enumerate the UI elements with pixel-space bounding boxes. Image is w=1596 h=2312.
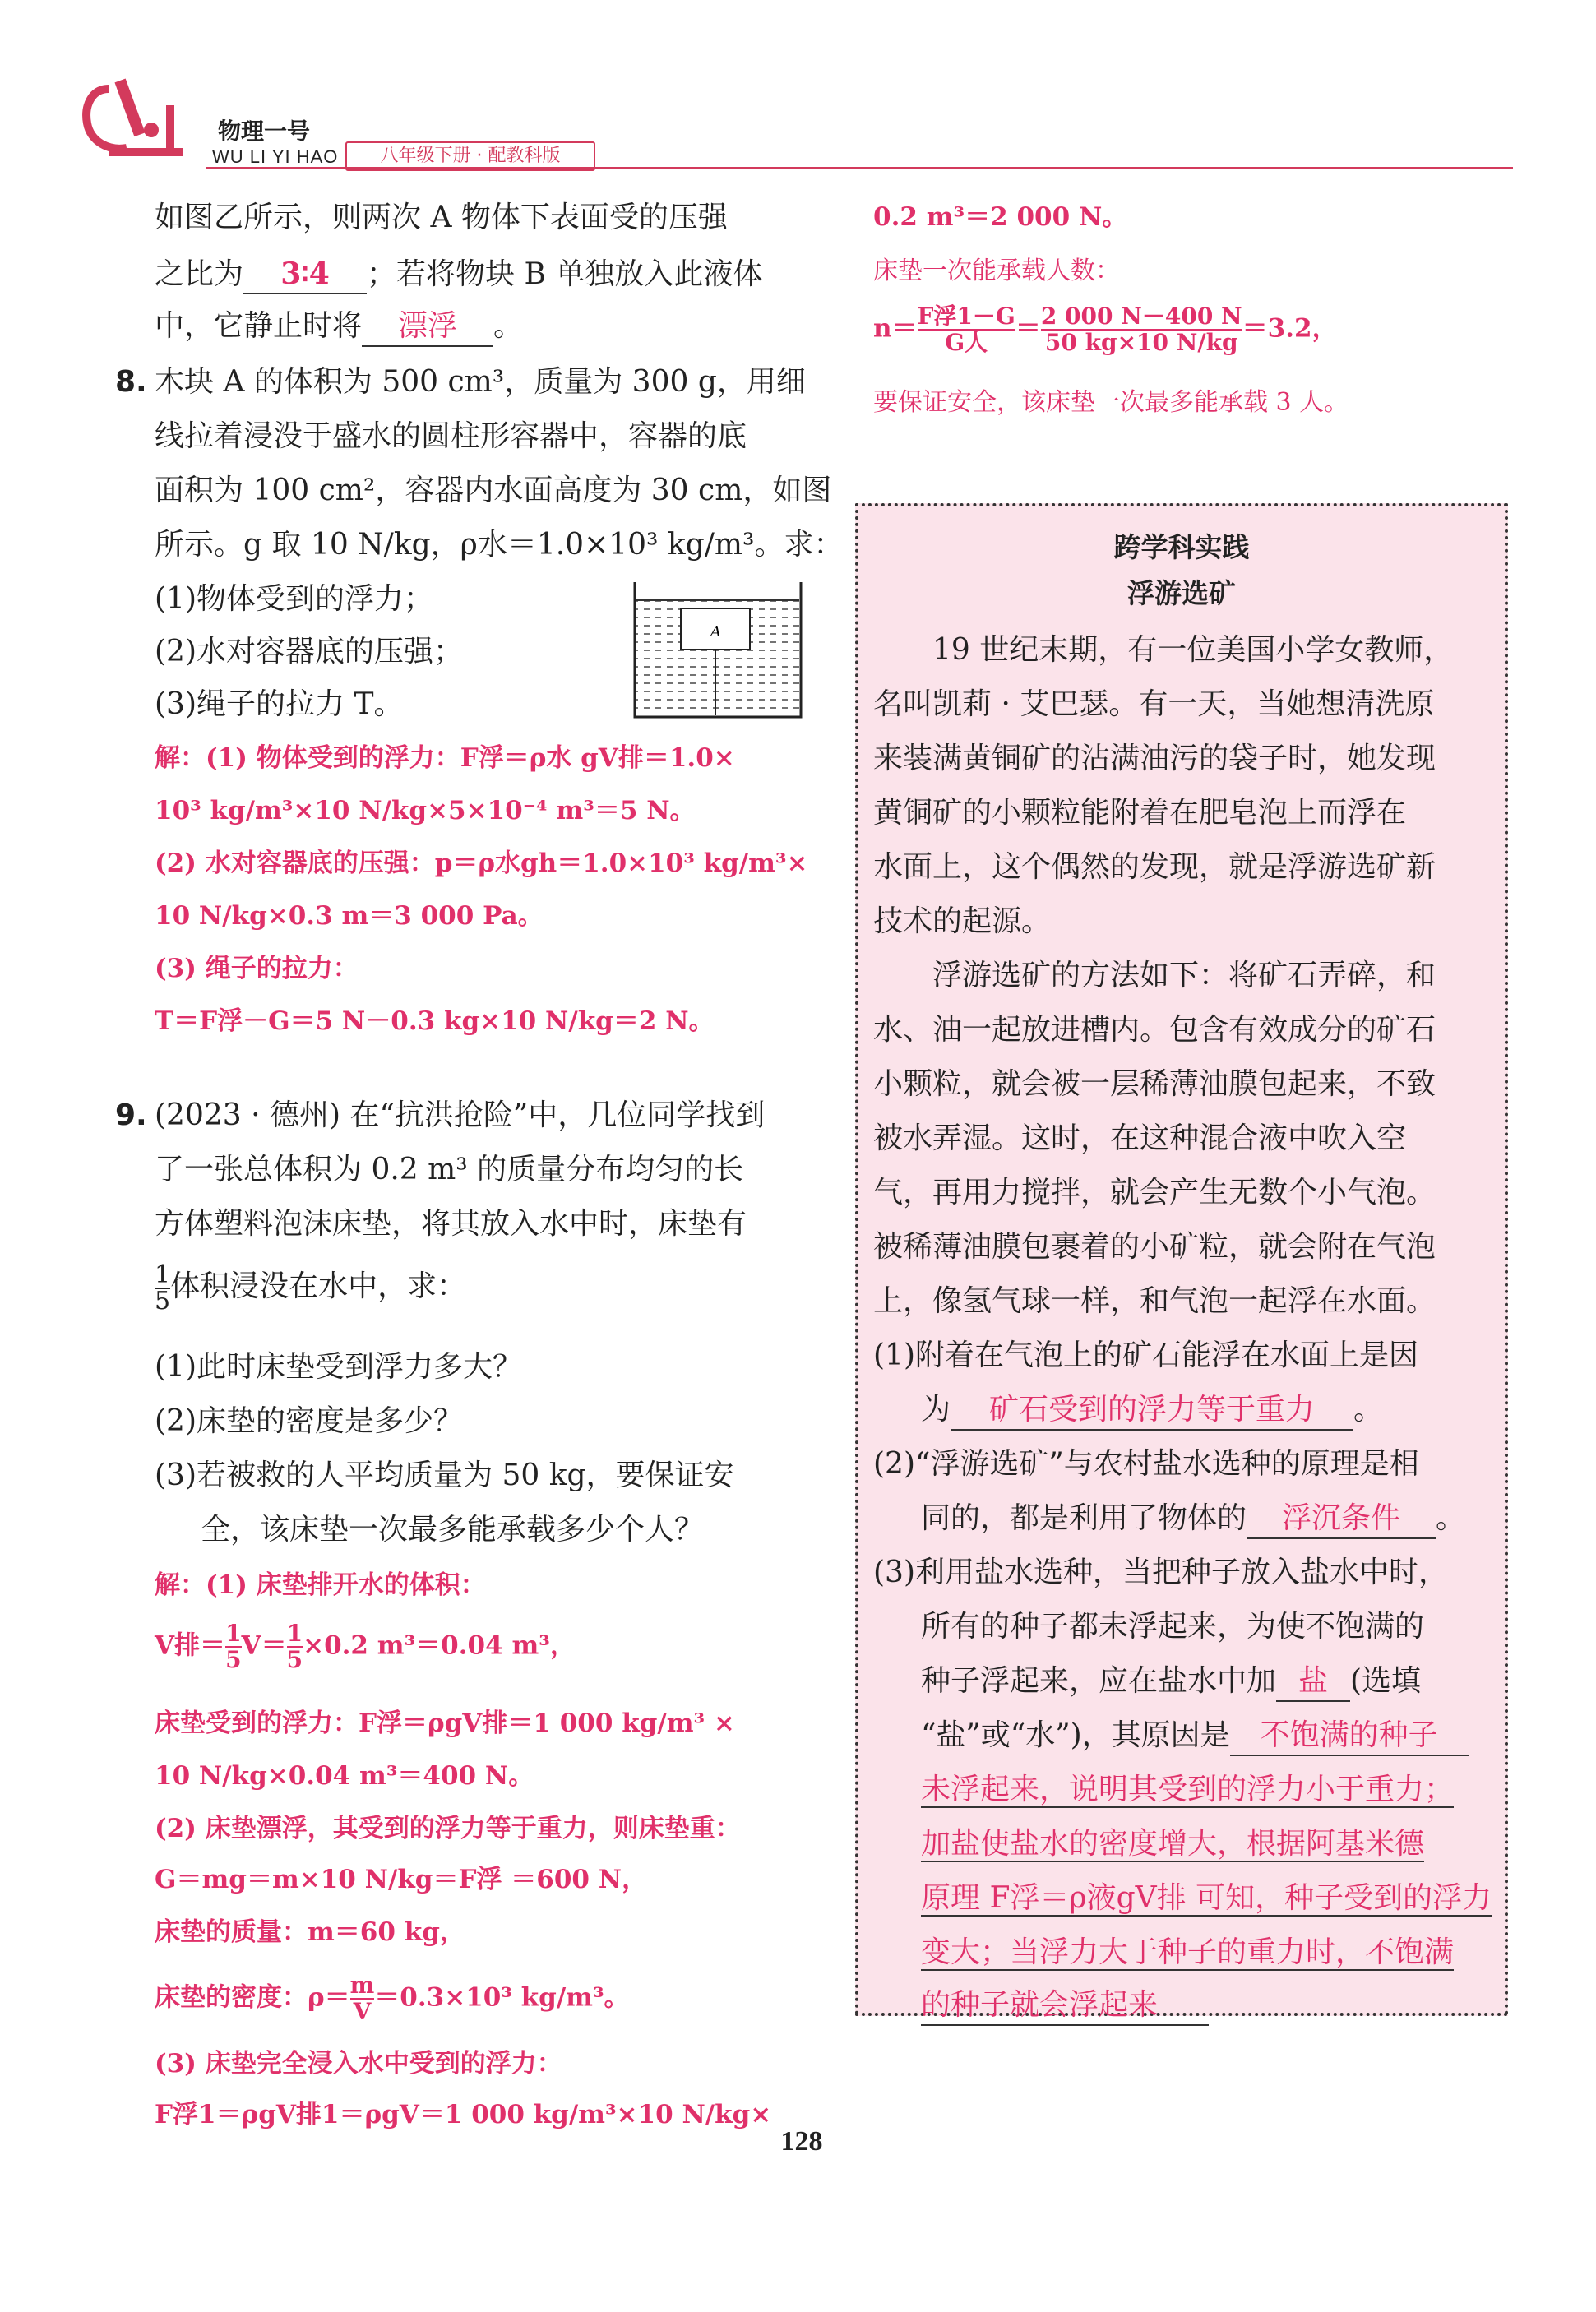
solution-line: F浮1＝ρgV排1＝ρgV＝1 000 kg/m³×10 N/kg× <box>155 2100 772 2129</box>
answer-line: 原理 F浮＝ρ液gV排 可知，种子受到的浮力 <box>921 1881 1492 1915</box>
sub-question: (1)此时床垫受到浮力多大？ <box>155 1350 522 1384</box>
solution-line: 床垫的质量：m＝60 kg， <box>155 1917 465 1947</box>
box-paragraph-line: 水面上，这个偶然的发现，就是浮游选矿新 <box>873 850 1436 884</box>
answer-line: 变大；当浮力大于种子的重力时，不饱满 <box>921 1935 1455 1969</box>
answer-blank: 盐 <box>1276 1662 1350 1702</box>
box-paragraph-line: 浮游选矿的方法如下：将矿石弄碎，和 <box>932 959 1436 992</box>
question-text: 面积为 100 cm²，容器内水面高度为 30 cm，如图 <box>155 474 832 507</box>
box-question: “盐”或“水”)，其原因是 不饱满的种子 <box>921 1717 1469 1756</box>
answer-blank: 3∶4 <box>243 255 367 294</box>
box-question: (3)利用盐水选种，当把种子放入盐水中时， <box>873 1556 1448 1589</box>
text-line: 中，它静止时将 漂浮 。 <box>155 307 523 347</box>
answer-line: 的种子就会浮起来 <box>921 1986 1209 2026</box>
solution-line: (2) 床垫漂浮，其受到的浮力等于重力，则床垫重： <box>155 1814 741 1843</box>
box-question: (1)附着在气泡上的矿石能浮在水面上是因 <box>873 1339 1418 1372</box>
box-question: 所有的种子都未浮起来，为使不饱满的 <box>921 1610 1425 1644</box>
brand-name: 物理一号 <box>218 118 311 145</box>
edition-badge: 八年级下册 · 配教科版 <box>345 141 595 171</box>
box-question: 同的，都是利用了物体的 浮沉条件 。 <box>921 1500 1465 1539</box>
solution-line: 10 N/kg×0.3 m＝3 000 Pa。 <box>155 901 544 931</box>
question-text: 所示。g 取 10 N/kg，ρ水＝1.0×10³ kg/m³。求： <box>155 528 844 562</box>
solution-line: 要保证安全，该床垫一次最多能承载 3 人。 <box>873 388 1349 417</box>
answer-blank: 浮沉条件 <box>1247 1500 1436 1539</box>
solution-line: (3) 床垫完全浸入水中受到的浮力： <box>155 2049 562 2078</box>
box-paragraph-line: 水、油一起放进槽内。包含有效成分的矿石 <box>873 1013 1436 1047</box>
box-title: 跨学科实践 <box>1113 531 1250 563</box>
box-paragraph-line: 来装满黄铜矿的沾满油污的袋子时，她发现 <box>873 742 1436 775</box>
publisher-logo <box>76 72 199 171</box>
solution-line: G＝mg＝m×10 N/kg＝F浮 ＝600 N， <box>155 1865 648 1894</box>
box-paragraph-line: 被水弄湿。这时，在这种混合液中吹入空 <box>873 1121 1407 1155</box>
box-question: 为 矿石受到的浮力等于重力 。 <box>921 1391 1383 1431</box>
sub-question: (3)若被救的人平均质量为 50 kg，要保证安 <box>155 1459 734 1492</box>
question-text: (2023 · 德州) 在“抗洪抢险”中，几位同学找到 <box>155 1098 766 1132</box>
solution-line: 床垫受到的浮力：F浮＝ρgV排＝1 000 kg/m³ × <box>155 1709 735 1738</box>
question-text: 木块 A 的体积为 500 cm³，质量为 300 g，用细 <box>155 365 806 399</box>
figure-label: A <box>710 623 721 640</box>
question-number: 8. <box>115 365 147 399</box>
answer-line: 未浮起来，说明其受到的浮力小于重力； <box>921 1773 1455 1806</box>
box-paragraph-line: 上，像氢气球一样，和气泡一起浮在水面。 <box>873 1284 1436 1318</box>
text-line: 如图乙所示，则两次 A 物体下表面受的压强 <box>155 201 728 234</box>
container-figure <box>631 580 804 720</box>
sub-question: (1)物体受到的浮力； <box>155 582 433 616</box>
box-paragraph-line: 19 世纪末期，有一位美国小学女教师， <box>932 633 1454 667</box>
solution-line: V排＝ $\frac{1}{5}$ V＝ $\frac{1}{5}$ ×0.2 m³＝0.04 m³， <box>155 1620 576 1673</box>
sub-question: (2)水对容器底的压强； <box>155 635 463 668</box>
solution-line: 解：(1) 物体受到的浮力：F浮＝ρ水 gV排＝1.0× <box>155 743 735 773</box>
header-divider <box>206 167 1513 169</box>
box-subtitle: 浮游选矿 <box>1127 577 1236 609</box>
solution-line: (2) 水对容器底的压强：p＝ρ水gh＝1.0×10³ kg/m³× <box>155 849 808 878</box>
box-question: (2)“浮游选矿”与农村盐水选种的原理是相 <box>873 1447 1419 1481</box>
solution-line: 解：(1) 床垫排开水的体积： <box>155 1570 486 1600</box>
page-number: 128 <box>780 2126 823 2157</box>
solution-line: (3) 绳子的拉力： <box>155 954 359 983</box>
solution-line: T＝F浮－G＝5 N－0.3 kg×10 N/kg＝2 N。 <box>155 1006 715 1036</box>
solution-line: 0.2 m³＝2 000 N。 <box>873 202 1128 232</box>
answer-line: 加盐使盐水的密度增大，根据阿基米德 <box>921 1827 1425 1861</box>
solution-line: 床垫的密度：ρ＝ $\frac{m}{V}$ ＝0.3×10³ kg/m³。 <box>155 1972 630 2025</box>
solution-line: 床垫一次能承载人数： <box>873 257 1120 285</box>
box-paragraph-line: 黄铜矿的小颗粒能附着在肥皂泡上而浮在 <box>873 796 1407 830</box>
solution-line: 10³ kg/m³×10 N/kg×5×10⁻⁴ m³＝5 N。 <box>155 796 696 825</box>
text-line: 之比为 3∶4 ；若将物块 B 单独放入此液体 <box>155 255 762 294</box>
question-text: 线拉着浸没于盛水的圆柱形容器中，容器的底 <box>155 419 747 453</box>
sub-question: (3)绳子的拉力 T。 <box>155 687 404 721</box>
question-text: $\frac{1}{5}$ 体积浸没在水中，求： <box>155 1260 467 1316</box>
box-paragraph-line: 名叫凯莉 · 艾巴瑟。有一天，当她想清洗原 <box>873 687 1435 721</box>
answer-blank: 不饱满的种子 <box>1230 1717 1469 1756</box>
solution-line: n＝ $\frac{\text{F浮1－G}}{\text{G人}}$ ＝ $\frac{2 000 N-400 N}{50 kg\times 10 N/kg}$ ＝3.2， <box>873 303 1338 356</box>
sub-question: 全，该床垫一次最多能承载多少个人？ <box>201 1513 705 1547</box>
solution-line: 10 N/kg×0.04 m³＝400 N。 <box>155 1761 534 1791</box>
box-paragraph-line: 小颗粒，就会被一层稀薄油膜包起来，不致 <box>873 1067 1436 1101</box>
sub-question: (2)床垫的密度是多少？ <box>155 1404 463 1438</box>
question-text: 了一张总体积为 0.2 m³ 的质量分布均匀的长 <box>155 1153 744 1186</box>
box-paragraph-line: 被稀薄油膜包裹着的小矿粒，就会附在气泡 <box>873 1230 1436 1264</box>
box-question: 种子浮起来，应在盐水中加 盐 (选填 <box>921 1662 1421 1702</box>
box-paragraph-line: 气，再用力搅拌，就会产生无数个小气泡。 <box>873 1176 1436 1209</box>
brand-pinyin: WU LI YI HAO <box>212 146 339 167</box>
question-text: 方体塑料泡沫床垫，将其放入水中时，床垫有 <box>155 1207 747 1241</box>
question-number: 9. <box>115 1098 147 1132</box>
answer-blank: 漂浮 <box>362 307 493 347</box>
answer-blank: 矿石受到的浮力等于重力 <box>951 1391 1353 1431</box>
box-paragraph-line: 技术的起源。 <box>873 904 1052 938</box>
